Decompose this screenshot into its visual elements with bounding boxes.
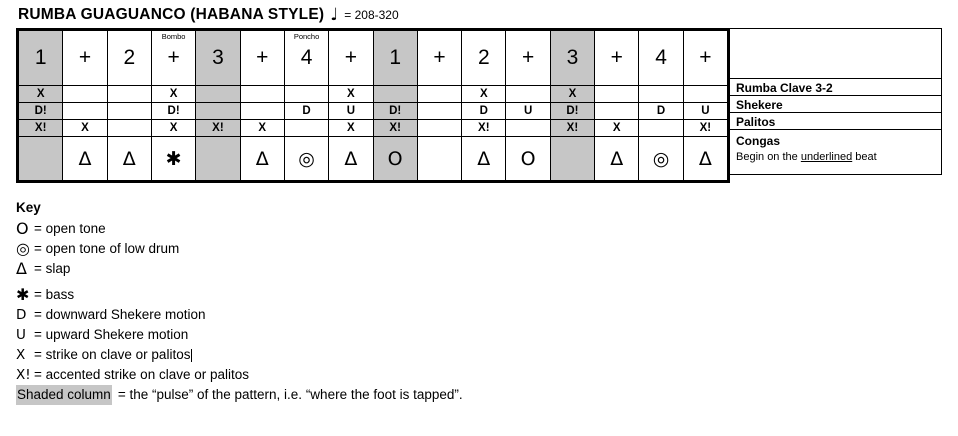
pattern-cell: Δ — [240, 137, 284, 181]
key-text: = strike on clave or palitos — [34, 347, 191, 362]
pattern-cell: X — [329, 86, 373, 103]
beat-cell-15 — [639, 31, 683, 86]
pattern-cell: D — [639, 103, 683, 120]
pattern-cell: Δ — [329, 137, 373, 181]
beat-cell-12 — [506, 31, 550, 86]
pattern-cell: X! — [19, 120, 63, 137]
pattern-cell — [19, 137, 63, 181]
beat-label: + — [610, 46, 623, 69]
beat-cell-13 — [550, 31, 594, 86]
beat-cell-4 — [151, 31, 195, 86]
beat-cell-16 — [683, 31, 727, 86]
pattern-cell: X! — [550, 120, 594, 137]
key-text: = bass — [34, 287, 75, 302]
key-symbol: ✱ — [16, 285, 30, 304]
pattern-cell: U — [683, 103, 727, 120]
pattern-cell: X! — [373, 120, 417, 137]
pattern-cell — [63, 86, 107, 103]
beat-cell-2 — [63, 31, 107, 86]
pattern-cell — [284, 120, 328, 137]
pattern-cell — [107, 120, 151, 137]
pattern-cell: X — [240, 120, 284, 137]
pattern-cell: Δ — [63, 137, 107, 181]
beat-label: 1 — [34, 46, 47, 69]
beat-sublabel: Bombo — [161, 32, 186, 41]
text-caret — [191, 349, 192, 362]
beat-label: + — [78, 46, 92, 69]
pattern-cell — [196, 103, 240, 120]
pattern-cell: X — [329, 120, 373, 137]
pattern-cell: D — [284, 103, 328, 120]
pattern-cell: Δ — [595, 137, 639, 181]
pattern-row-0 — [19, 86, 728, 103]
pattern-cell: X — [19, 86, 63, 103]
beat-label: 4 — [655, 46, 667, 69]
pattern-cell — [240, 103, 284, 120]
label-congas — [730, 130, 941, 174]
pattern-cell — [196, 86, 240, 103]
tempo-marking: = 208-320 — [344, 8, 399, 22]
label-header-blank — [730, 29, 941, 79]
key-symbol: Δ — [16, 259, 27, 278]
label-congas-note: Begin on the underlined beat — [736, 151, 877, 163]
pattern-cell — [373, 86, 417, 103]
beat-label: 3 — [212, 46, 224, 69]
pattern-cell: X — [151, 86, 195, 103]
beat-cell-11 — [462, 31, 506, 86]
quarter-note-icon: ♩ — [330, 5, 339, 25]
beat-cell-1 — [19, 31, 63, 86]
beat-label: + — [521, 46, 535, 69]
key-symbol: O — [16, 219, 29, 238]
pattern-cell: U — [506, 103, 550, 120]
pattern-cell — [550, 137, 594, 181]
pattern-cell: X! — [683, 120, 727, 137]
beat-label: 2 — [123, 46, 136, 69]
pattern-cell: X! — [196, 120, 240, 137]
pattern-cell — [196, 137, 240, 181]
beat-cell-5 — [196, 31, 240, 86]
beat-sublabel: Poncho — [293, 32, 320, 41]
pattern-cell — [107, 103, 151, 120]
beat-cell-8 — [329, 31, 373, 86]
key-symbol: U — [16, 327, 26, 343]
pattern-cell — [107, 86, 151, 103]
pattern-cell — [595, 86, 639, 103]
pattern-cell: Δ — [462, 137, 506, 181]
beat-label: 1 — [389, 46, 401, 69]
beat-label: 4 — [300, 46, 313, 69]
pattern-row-1 — [19, 103, 728, 120]
key-symbol: D — [16, 307, 27, 323]
key-entry-3 — [16, 285, 716, 305]
pattern-cell — [506, 120, 550, 137]
pattern-cell: Δ — [683, 137, 727, 181]
title-text: RUMBA GUAGUANCO (HABANA STYLE) — [18, 6, 325, 23]
key-title: Key — [16, 200, 41, 215]
pattern-cell: X — [462, 86, 506, 103]
pattern-cell — [417, 103, 461, 120]
key-section — [16, 200, 716, 405]
pattern-cell: U — [329, 103, 373, 120]
pattern-cell — [284, 86, 328, 103]
pattern-cell: X — [595, 120, 639, 137]
key-text: = downward Shekere motion — [34, 307, 206, 322]
pattern-row-2 — [19, 120, 728, 137]
pattern-cell: ✱ — [151, 137, 195, 181]
key-text: = accented strike on clave or palitos — [34, 367, 249, 382]
key-text: = slap — [34, 261, 71, 276]
pattern-cell: ◎ — [284, 137, 328, 181]
pattern-cell — [639, 86, 683, 103]
beat-cell-10 — [417, 31, 461, 86]
shaded-column-swatch: Shaded column — [16, 385, 112, 405]
instrument-labels — [730, 28, 942, 175]
label-shekere: Shekere — [730, 96, 941, 113]
pattern-cell: D! — [373, 103, 417, 120]
label-clave: Rumba Clave 3-2 — [730, 79, 941, 96]
rhythm-grid — [16, 28, 730, 183]
pattern-cell — [417, 137, 461, 181]
beat-label: + — [256, 46, 269, 69]
key-entry-0 — [16, 219, 716, 239]
pattern-cell: D! — [550, 103, 594, 120]
pattern-row-3 — [19, 137, 728, 181]
pattern-cell: ◎ — [639, 137, 683, 181]
pattern-cell: X — [63, 120, 107, 137]
key-entry-shaded-text: = the “pulse” of the pattern, i.e. “where the foot is tapped”. — [117, 387, 463, 402]
pattern-cell: X — [550, 86, 594, 103]
pattern-cell — [417, 120, 461, 137]
label-palitos: Palitos — [730, 113, 941, 130]
beat-label: 3 — [566, 46, 579, 69]
pattern-cell — [639, 120, 683, 137]
pattern-cell: O — [373, 137, 417, 181]
pattern-cell: D — [462, 103, 506, 120]
beat-label: 2 — [477, 46, 490, 69]
beat-cell-14 — [595, 31, 639, 86]
pattern-cell — [63, 103, 107, 120]
beat-cell-3 — [107, 31, 151, 86]
pattern-cell: D! — [19, 103, 63, 120]
pattern-cell — [240, 86, 284, 103]
key-symbol: X! — [16, 367, 31, 383]
pattern-cell: D! — [151, 103, 195, 120]
pattern-cell — [506, 86, 550, 103]
key-entry-7 — [16, 365, 716, 385]
key-entry-2 — [16, 259, 716, 279]
key-entry-1 — [16, 239, 716, 259]
pattern-cell — [683, 86, 727, 103]
beat-label: + — [699, 46, 712, 69]
pattern-cell: O — [506, 137, 550, 181]
pattern-cell: X! — [462, 120, 506, 137]
pattern-cell: Δ — [107, 137, 151, 181]
pattern-cell: X — [151, 120, 195, 137]
key-symbol: ◎ — [16, 239, 30, 258]
page-title — [18, 6, 399, 24]
key-entry-5 — [16, 325, 716, 345]
key-text: = open tone — [34, 221, 106, 236]
label-congas-title: Congas — [736, 134, 781, 148]
beat-label: + — [344, 46, 357, 69]
beat-cell-6 — [240, 31, 284, 86]
key-symbol: X — [16, 347, 26, 363]
beat-label: + — [167, 46, 180, 69]
pattern-cell — [595, 103, 639, 120]
beat-label: + — [433, 46, 446, 69]
beat-header-row — [19, 31, 728, 86]
key-text: = upward Shekere motion — [34, 327, 189, 342]
key-entry-6 — [16, 345, 716, 365]
key-entry-shaded — [16, 385, 716, 405]
key-text: = open tone of low drum — [34, 241, 180, 256]
pattern-cell — [417, 86, 461, 103]
key-entry-4 — [16, 305, 716, 325]
beat-cell-7 — [284, 31, 328, 86]
beat-cell-9 — [373, 31, 417, 86]
